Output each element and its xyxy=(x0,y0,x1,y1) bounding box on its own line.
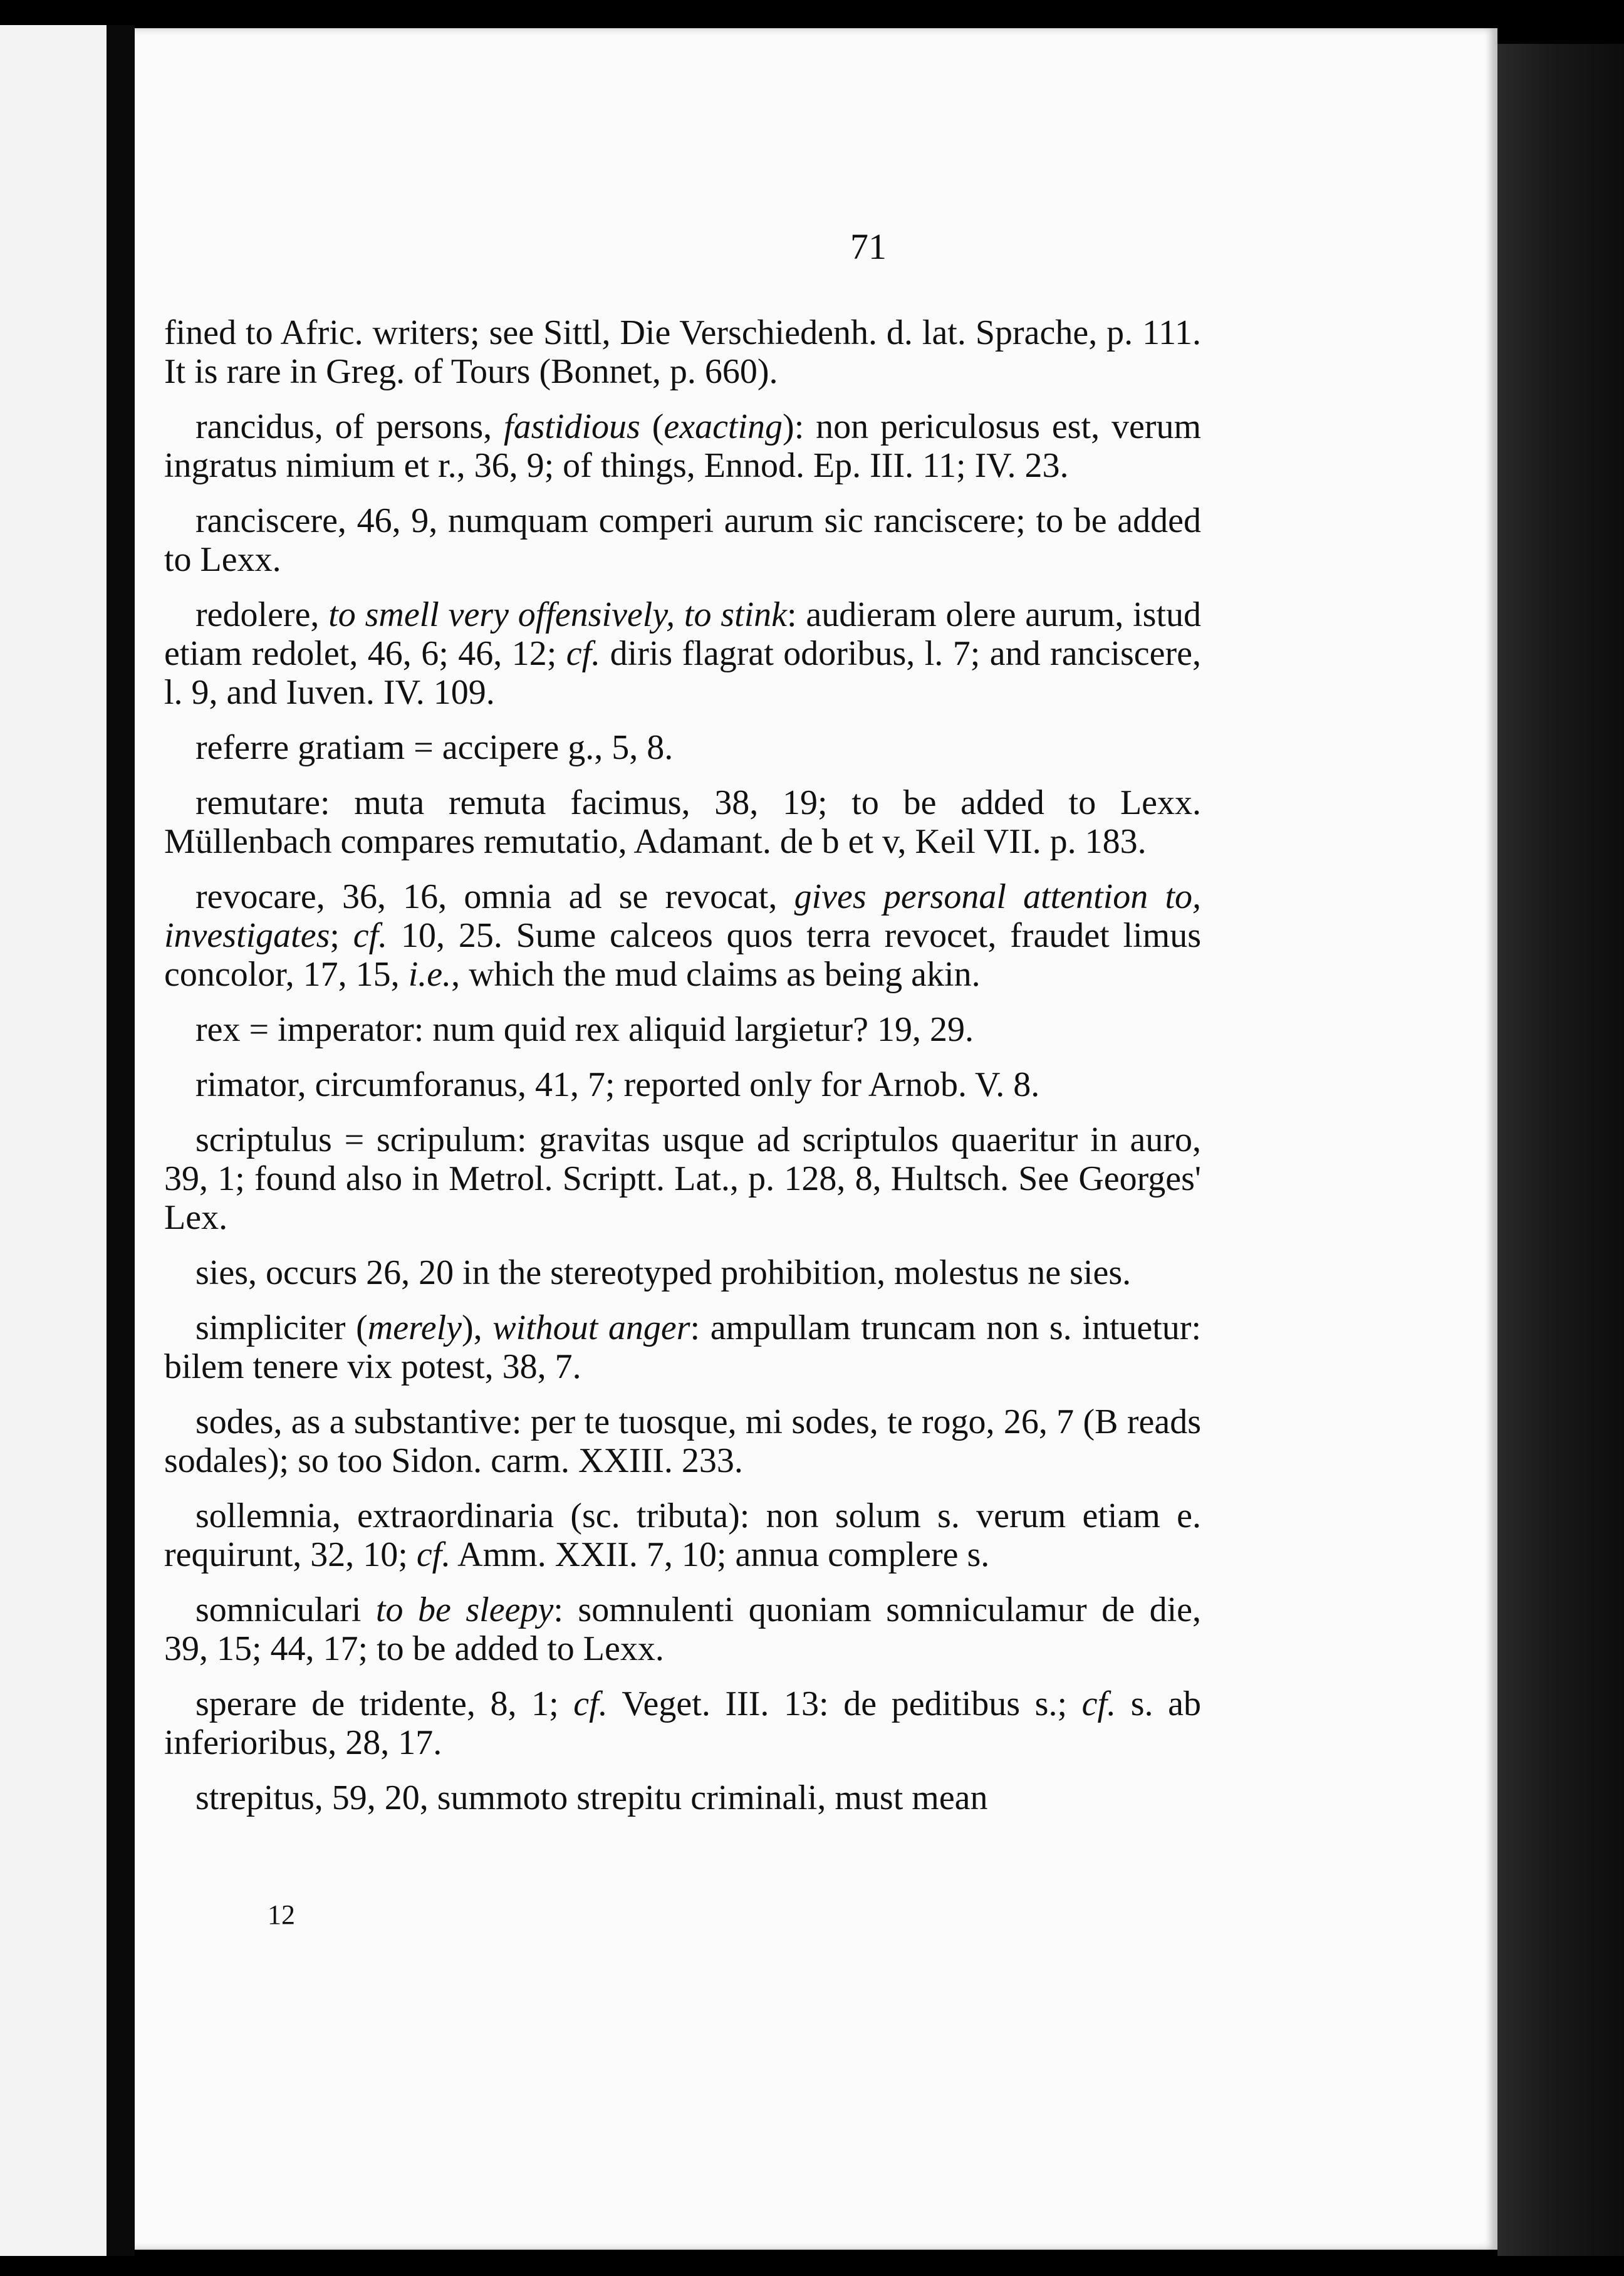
entry-text: simpliciter ( xyxy=(195,1308,368,1347)
entry-text: remutare: muta remuta facimus, 38, 19; to be added to Lexx. Müllenbach compares remutatio, Adamant. de b et v, Keil VII. p. 183. xyxy=(164,783,1201,861)
entry-text: fined to Afric. writers; see Sittl, Die Verschiedenh. d. lat. Sprache, p. 111. It is rare in Greg. of Tours (Bonnet, p. 660). xyxy=(164,313,1201,391)
scan-background-shadow xyxy=(1497,44,1624,2256)
dictionary-entry xyxy=(164,1402,1201,1480)
entry-italic-text: to be sleepy xyxy=(375,1590,554,1629)
dictionary-entry xyxy=(164,1065,1201,1104)
page-number: 71 xyxy=(850,226,887,267)
entry-text: strepitus, 59, 20, summoto strepitu criminali, must mean xyxy=(195,1778,988,1817)
entry-text: revocare, 36, 16, omnia ad se revocat, xyxy=(195,877,794,916)
entry-text: referre gratiam = accipere g., 5, 8. xyxy=(195,728,674,767)
dictionary-entry xyxy=(164,1120,1201,1237)
dictionary-entry xyxy=(164,783,1201,861)
entry-text: sollemnia, extraordinaria (sc. tributa): non solum s. verum etiam e. requirunt, 32, 10; xyxy=(164,1496,1201,1574)
dictionary-entry xyxy=(164,501,1201,579)
dictionary-entry xyxy=(164,1684,1201,1762)
entry-italic-text: gives personal attention to, investigates xyxy=(164,877,1201,955)
entry-italic-text: exacting xyxy=(664,407,783,446)
body-text xyxy=(164,313,1201,1834)
entry-text: s. ab inferioribus, 28, 17. xyxy=(164,1684,1202,1762)
entry-text: scriptulus = scripulum: gravitas usque ad scriptulos quaeritur in auro, 39, 1; found also in Metrol. Scriptt. Lat., p. 128, 8, Hultsch. See Georges' Lex. xyxy=(164,1120,1201,1237)
entry-text: : ampullam truncam non s. intuetur: bilem tenere vix potest, 38, 7. xyxy=(164,1308,1201,1386)
dictionary-entry xyxy=(164,1253,1201,1292)
entry-text: ), xyxy=(462,1308,493,1347)
adjacent-page-edge xyxy=(0,25,107,2256)
entry-text: ranciscere, 46, 9, numquam comperi aurum sic ranciscere; to be added to Lexx. xyxy=(164,501,1201,579)
entry-italic-text: fastidious xyxy=(504,407,640,446)
entry-text: ; xyxy=(330,916,353,955)
dictionary-entry xyxy=(164,1308,1201,1386)
entry-text: Amm. XXII. 7, 10; annua complere s. xyxy=(450,1535,990,1574)
entry-italic-text: i.e. xyxy=(408,955,452,994)
dictionary-entry xyxy=(164,313,1201,391)
dictionary-entry xyxy=(164,595,1201,712)
entry-text: somniculari xyxy=(195,1590,376,1629)
entry-text: : somnulenti quoniam somniculamur de die, 39, 15; 44, 17; to be added to Lexx. xyxy=(164,1590,1201,1668)
entry-text: diris flagrat odoribus, l. 7; and ranciscere, l. 9, and Iuven. IV. 109. xyxy=(164,634,1201,712)
dictionary-entry xyxy=(164,407,1201,485)
entry-text: 10, 25. Sume calceos quos terra revocet, fraudet limus concolor, 17, 15, xyxy=(164,916,1201,994)
dictionary-entry xyxy=(164,877,1201,994)
entry-text: : audieram olere aurum, istud etiam redolet, 46, 6; 46, 12; xyxy=(164,595,1202,673)
entry-text: ): non periculosus est, verum ingratus nimium et r., 36, 9; of things, Ennod. Ep. III. 11; IV. 23. xyxy=(164,407,1201,485)
dictionary-entry xyxy=(164,1590,1201,1668)
dictionary-entry xyxy=(164,728,1201,767)
entry-italic-text: cf. xyxy=(566,634,601,673)
dictionary-entry xyxy=(164,1496,1201,1574)
entry-text: rancidus, of persons, xyxy=(195,407,504,446)
book-gutter xyxy=(107,25,135,2256)
entry-italic-text: to smell very offensively, to stink xyxy=(328,595,788,634)
entry-text: , which the mud claims as being akin. xyxy=(451,955,981,994)
entry-text: rimator, circumforanus, 41, 7; reported only for Arnob. V. 8. xyxy=(195,1065,1040,1104)
dictionary-entry xyxy=(164,1010,1201,1049)
signature-mark: 12 xyxy=(268,1899,295,1930)
entry-italic-text: merely xyxy=(367,1308,462,1347)
entry-italic-text: without anger xyxy=(492,1308,690,1347)
entry-text: Veget. III. 13: de peditibus s.; xyxy=(607,1684,1082,1723)
entry-italic-text: cf. xyxy=(1081,1684,1116,1723)
dictionary-entry xyxy=(164,1778,1201,1817)
entry-text: ( xyxy=(640,407,664,446)
entry-text: sodes, as a substantive: per te tuosque, mi sodes, te rogo, 26, 7 (B reads sodales); so too Sidon. carm. XXIII. 233. xyxy=(164,1402,1201,1480)
entry-text: sperare de tridente, 8, 1; xyxy=(195,1684,574,1723)
entry-italic-text: cf. xyxy=(573,1684,608,1723)
entry-text: redolere, xyxy=(195,595,329,634)
entry-text: rex = imperator: num quid rex aliquid largietur? 19, 29. xyxy=(195,1010,974,1049)
entry-text: sies, occurs 26, 20 in the stereotyped prohibition, molestus ne sies. xyxy=(195,1253,1132,1292)
entry-italic-text: cf. xyxy=(353,916,388,955)
entry-italic-text: cf. xyxy=(416,1535,451,1574)
